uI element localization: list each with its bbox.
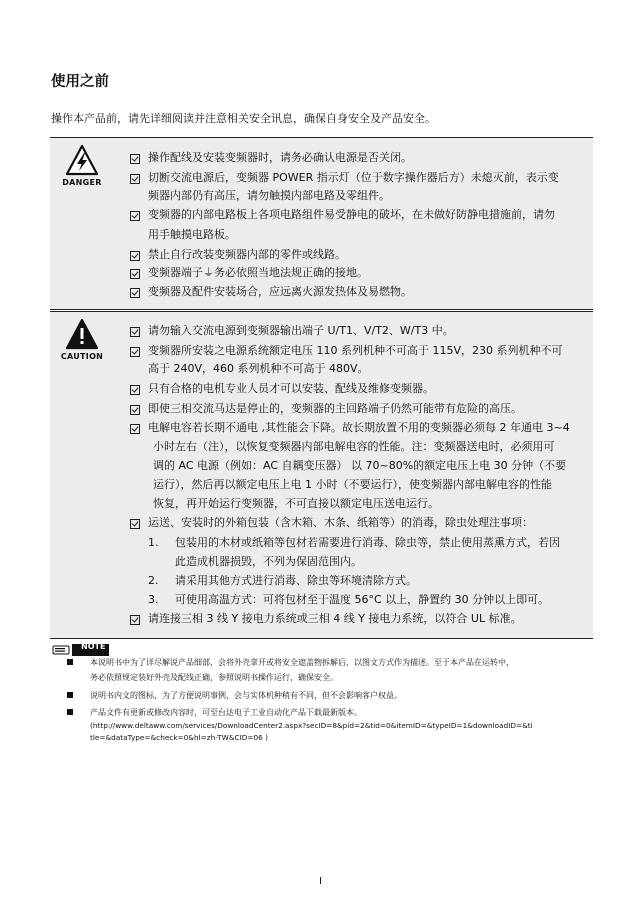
danger-line: 变频器及配件安装场合，应远离火源发热体及易燃物。 [148,285,412,298]
intro-text: 操作本产品前，请先详细阅读并注意相关安全讯息，确保自身安全及产品安全。 [51,112,436,125]
caution-line: 小时左右（注），以恢复变频器内部电解电容的性能。注：变频器送电时，必须用可 [153,440,555,453]
danger-checkbox-icon [130,154,140,164]
caution-checkbox-icon [130,347,140,357]
caution-line: 运送、安装时的外箱包装（含木箱、木条、纸箱等）的消毒，除虫处理注事项： [148,516,533,529]
download-url-line[interactable]: (http://www.deltaww.com/services/DownloadCenter2.aspx?secID=8&pid=2&tid=0&itemID=&typeID=1&downloadID=&ti [90,721,533,730]
danger-warning-icon [65,144,99,176]
caution-line: 可使用高温方式：可将包材至于温度 56°C 以上，静置约 30 分钟以上即可。 [175,593,550,606]
caution-icon-group [58,318,106,361]
caution-line: 请连接三相 3 线 Y 接电力系统或三相 4 线 Y 接电力系统，以符合 UL 标准。 [148,612,522,625]
caution-line: 恢复，再开始运行变频器，不可直接以额定电压送电运行。 [153,497,439,510]
caution-line: 运行），然后再以额定电压上电 1 小时（不要运行），使变频器内部电解电容的性能 [153,478,552,491]
bullet-icon [67,709,73,715]
caution-checkbox-icon [130,615,140,625]
danger-line: 操作配线及安装变频器时，请务必确认电源是否关闭。 [148,151,412,164]
danger-checkbox-icon [130,174,140,184]
list-number: 3. [148,593,159,606]
note-line: 务必依照规定装好外壳及配线正确，参照说明书操作运行，确保安全。 [90,673,338,682]
caution-warning-icon [65,318,99,350]
caution-line: 包装用的木材或纸箱等包材若需要进行消毒、除虫等，禁止使用蒸熏方式，若因 [175,536,560,549]
note-line: 说明书内文的图标，为了方便说明事例，会与实体机种稍有不同，但不会影响客户权益。 [90,691,402,700]
caution-checkbox-icon [130,424,140,434]
caution-line: 请采用其他方式进行消毒、除虫等环境清除方式。 [175,574,417,587]
danger-icon-group [58,144,106,187]
danger-label: DANGER [62,178,102,187]
danger-line: 变频器的内部电路板上各项电路组件易受静电的破坏，在未做好防静电措施前，请勿 [148,208,555,221]
danger-line: 用手触摸电路板。 [148,228,236,241]
caution-line: 电解电容若长期不通电 ,其性能会下降。故长期放置不用的变频器必须每 2 年通电 3~4 [148,421,570,434]
page-number: I [319,876,322,887]
note-label: NOTE [81,642,106,651]
caution-label: CAUTION [60,352,104,361]
caution-panel [50,311,593,639]
note-line: 产品文件有更新或修改内容时，可至台达电子工业自动化产品下载最新版本。 [90,708,362,717]
danger-line: 频器内部仍有高压，请勿触摸内部电路及零组件。 [148,189,390,202]
list-number: 2. [148,574,159,587]
caution-line: 变频器所安装之电源系统额定电压 110 系列机种不可高于 115V，230 系列机种不可 [148,344,563,357]
bullet-icon [67,659,73,665]
danger-line: 禁止自行改装变频器内部的零件或线路。 [148,248,346,261]
page-title: 使用之前 [51,74,109,90]
note-line: 本说明书中为了详尽解说产品细部，会将外壳拿开或将安全遮盖物拆解后，以图文方式作为描述。至于本产品在运转中， [90,658,514,667]
caution-line: 此造成机器损毁，不列为保固范围内。 [175,555,362,568]
download-url-line[interactable]: tle=&dataType=&check=0&hl=zh-TW&CID=06 ) [90,733,268,742]
bullet-icon [67,692,73,698]
danger-line: 切断交流电源后，变频器 POWER 指示灯（位于数字操作器后方）未熄灭前，表示变 [148,171,559,184]
caution-line: 高于 240V，460 系列机种不可高于 480V。 [148,362,369,375]
caution-line: 调的 AC 电源（例如：AC 自耦变压器） 以 70~80%的额定电压上电 30 分钟（不要 [153,459,567,472]
danger-checkbox-icon [130,211,140,221]
caution-checkbox-icon [130,519,140,529]
caution-checkbox-icon [130,405,140,415]
list-number: 1. [148,536,159,549]
danger-checkbox-icon [130,288,140,298]
danger-checkbox-icon [130,269,140,279]
danger-line: 变频器端子⏚务必依照当地法规正确的接地。 [148,266,368,279]
caution-line: 请勿输入交流电源到变频器输出端子 U/T1、V/T2、W/T3 中。 [148,324,454,337]
caution-checkbox-icon [130,385,140,395]
panel-divider [50,309,593,310]
caution-line: 只有合格的电机专业人员才可以安装、配线及维修变频器。 [148,382,434,395]
danger-checkbox-icon [130,251,140,261]
caution-line: 即使三相交流马达是停止的，变频器的主回路端子仍然可能带有危险的高压。 [148,402,522,415]
caution-checkbox-icon [130,327,140,337]
